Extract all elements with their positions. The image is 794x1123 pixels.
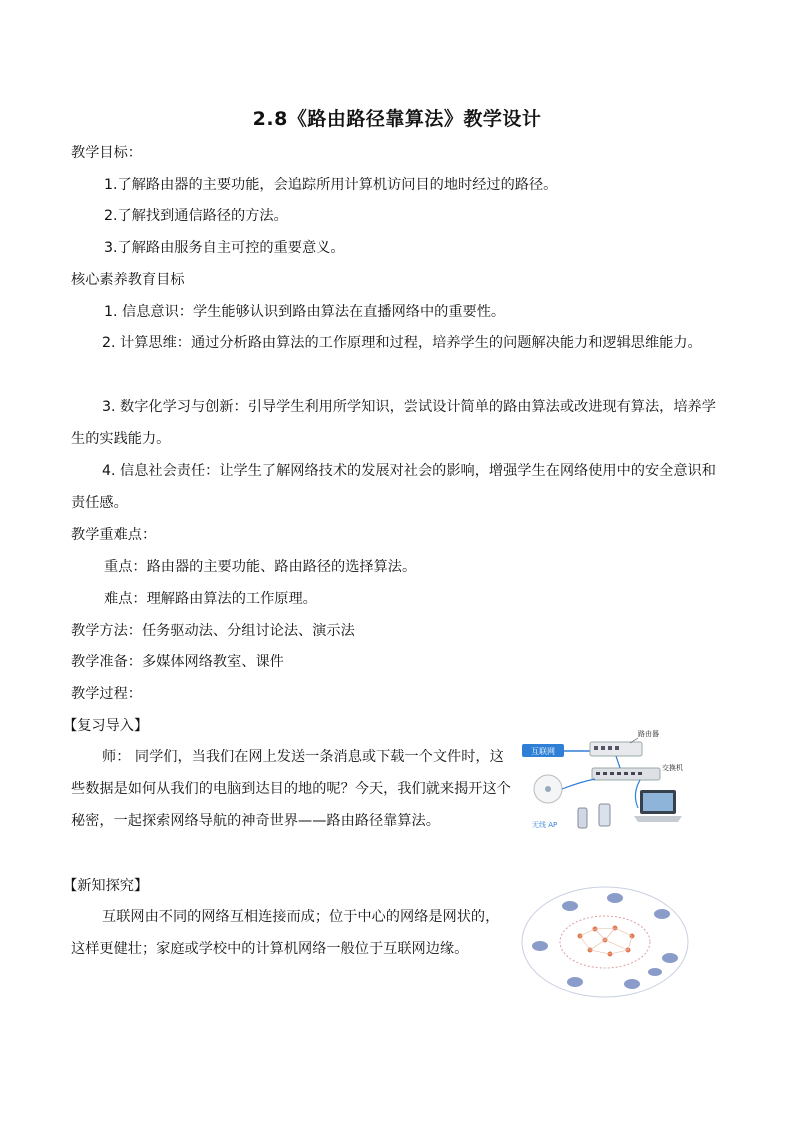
network-devices-figure (520, 724, 690, 844)
internet-label: 互联网 (531, 747, 555, 756)
teaching-goal-2: 2.了解找到通信路径的方法。 (104, 208, 288, 224)
review-text: 师： 同学们，当我们在网上发送一条消息或下载一个文件时，这些数据是如何从我们的电脑到达目的地的呢？今天，我们就来揭开这个秘密，一起探索网络导航的神奇世界——路由路径靠算法。 (71, 749, 511, 829)
key-point-focus: 重点：路由器的主要功能、路由路径的选择算法。 (104, 559, 417, 575)
teaching-process-heading: 教学过程： (71, 686, 142, 702)
teaching-methods: 教学方法：任务驱动法、分组讨论法、演示法 (71, 623, 355, 639)
teaching-goals-heading: 教学目标： (71, 145, 142, 161)
router-label: 路由器 (638, 730, 659, 738)
tablet-device (599, 804, 610, 826)
switch-label: 交换机 (662, 764, 683, 772)
teaching-goal-3: 3.了解路由服务自主可控的重要意义。 (104, 240, 345, 256)
key-points-heading: 教学重难点： (71, 527, 157, 543)
wireless-ap-label: 无线 AP (532, 821, 558, 829)
key-point-difficulty: 难点：理解路由算法的工作原理。 (104, 591, 317, 607)
review-heading: 【复习导入】 (63, 718, 149, 734)
core-literacy-item-2: 2. 计算思维：通过分析路由算法的工作原理和过程，培养学生的问题解决能力和逻辑思维能力。 (102, 335, 702, 351)
core-router-nodes (578, 926, 635, 957)
teaching-preparation: 教学准备：多媒体网络教室、课件 (71, 654, 284, 670)
core-literacy-item-1: 1. 信息意识：学生能够认识到路由算法在直播网络中的重要性。 (104, 304, 506, 320)
phone-device (578, 808, 587, 828)
core-literacy-heading: 核心素养教育目标 (71, 272, 185, 288)
core-literacy-item-3: 3. 数字化学习与创新：引导学生利用所学知识，尝试设计简单的路由算法或改进现有算法，培养学生的实践能力。 (71, 399, 716, 447)
new-knowledge-heading: 【新知探究】 (63, 878, 149, 894)
core-literacy-item-4: 4. 信息社会责任：让学生了解网络技术的发展对社会的影响，增强学生在网络使用中的安全意识和责任感。 (71, 463, 716, 511)
network-topology-figure (520, 884, 690, 1000)
teaching-goal-1: 1.了解路由器的主要功能，会追踪所用计算机访问目的地时经过的路径。 (104, 177, 558, 193)
new-knowledge-text: 互联网由不同的网络互相连接而成；位于中心的网络是网状的，这样更健壮；家庭或学校中的计算机网络一般位于互联网边缘。 (71, 909, 500, 957)
page-title: 2.8《路由路径靠算法》教学设计 (252, 108, 542, 130)
